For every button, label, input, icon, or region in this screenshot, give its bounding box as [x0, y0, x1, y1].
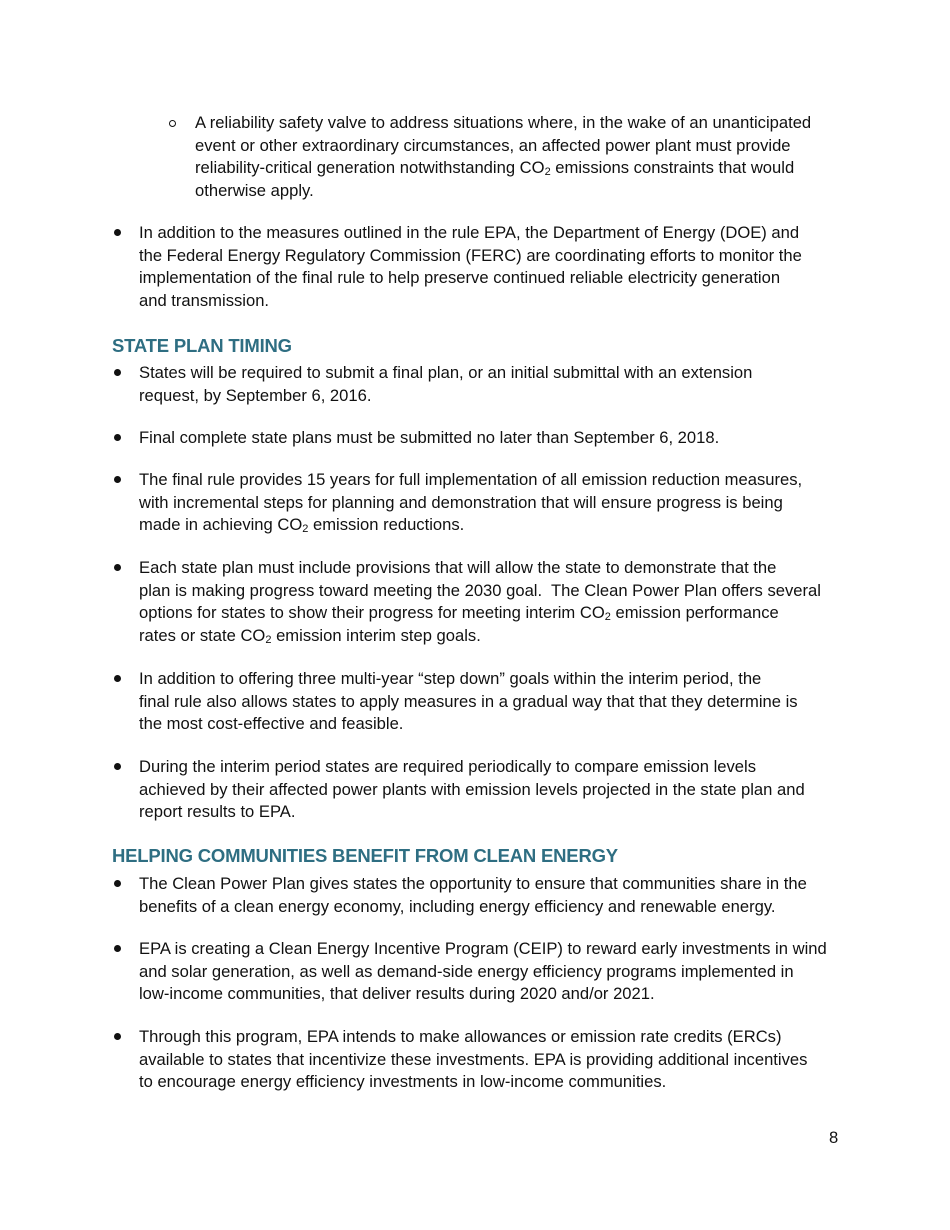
bullet-ceip: [139, 938, 827, 1006]
subscript: 2: [302, 523, 309, 536]
bullet-icon: [114, 675, 121, 682]
bullet-interim-period: [139, 756, 805, 824]
line: benefits of a clean energy economy, including energy efficiency and renewable energy.: [139, 896, 776, 916]
line: achieved by their affected power plants with emission levels projected in the state plan and: [139, 779, 805, 799]
bullet-icon: [114, 763, 121, 770]
text-run: reliability-critical generation notwithstanding CO: [195, 158, 545, 178]
bullet-fifteen-years: [139, 469, 802, 537]
line: The Clean Power Plan gives states the opportunity to ensure that communities share in the: [139, 874, 807, 893]
line: Each state plan must include provisions that will allow the state to demonstrate that the: [139, 558, 777, 577]
line: [139, 514, 802, 537]
line: [195, 157, 811, 180]
line: implementation of the final rule to help preserve continued reliable electricity generation: [139, 268, 781, 288]
text-run: emission interim step goals.: [271, 626, 481, 646]
subscript: 2: [265, 634, 272, 647]
line: available to states that incentivize these investments. EPA is providing additional incentives: [139, 1049, 808, 1069]
line: to encourage energy efficiency investments in low-income communities.: [139, 1072, 667, 1092]
text-run: emissions constraints that would: [550, 158, 795, 178]
line: In addition to the measures outlined in the rule EPA, the Department of Energy (DOE) and: [139, 223, 800, 242]
section-heading-state-plan-timing: STATE PLAN TIMING: [112, 335, 292, 356]
text-run: emission reductions.: [308, 515, 465, 535]
bullet-final-complete-plans: [139, 427, 719, 450]
line: [139, 602, 821, 625]
bullet-icon: [114, 434, 121, 441]
subscript: 2: [544, 166, 551, 179]
subscript: 2: [604, 611, 611, 624]
line: with incremental steps for planning and demonstration that will ensure progress is being: [139, 492, 783, 512]
line: the Federal Energy Regulatory Commission (FERC) are coordinating efforts to monitor the: [139, 245, 802, 265]
line: Through this program, EPA intends to make allowances or emission rate credits (ERCs): [139, 1027, 782, 1046]
bullet-submit-final-plan: [139, 362, 752, 407]
line: In addition to offering three multi-year “step down” goals within the interim period, the: [139, 669, 762, 688]
line: Final complete state plans must be submitted no later than September 6, 2018.: [139, 428, 720, 447]
bullet-icon: [114, 880, 121, 887]
text-run: options for states to show their progress for meeting interim CO: [139, 603, 605, 623]
bullet-icon: [114, 476, 121, 483]
bullet-icon: [114, 229, 121, 236]
bullet-icon: [114, 1033, 121, 1040]
line: The final rule provides 15 years for full implementation of all emission reduction measures,: [139, 470, 803, 489]
text-run: emission performance: [610, 603, 779, 623]
bullet-allowances-ercs: [139, 1026, 807, 1094]
page-number: 8: [829, 1128, 839, 1147]
line: [139, 625, 821, 648]
line: report results to EPA.: [139, 802, 296, 822]
line: A reliability safety valve to address situations where, in the wake of an unanticipated: [195, 113, 812, 132]
text-run: rates or state CO: [139, 626, 266, 646]
text-run: made in achieving CO: [139, 515, 303, 535]
bullet-communities-share: [139, 873, 807, 918]
line: low-income communities, that deliver results during 2020 and/or 2021.: [139, 984, 655, 1004]
line: otherwise apply.: [195, 181, 314, 201]
section-heading-helping-communities: HELPING COMMUNITIES BENEFIT FROM CLEAN ENERGY: [112, 845, 618, 866]
line: request, by September 6, 2016.: [139, 385, 372, 405]
line: EPA is creating a Clean Energy Incentive Program (CEIP) to reward early investments in wind: [139, 939, 827, 958]
line: the most cost-effective and feasible.: [139, 714, 404, 734]
line: final rule also allows states to apply measures in a gradual way that that they determine is: [139, 691, 798, 711]
line: event or other extraordinary circumstances, an affected power plant must provide: [195, 135, 791, 155]
line: plan is making progress toward meeting the 2030 goal. The Clean Power Plan offers several: [139, 580, 821, 600]
line: States will be required to submit a final plan, or an initial submittal with an extension: [139, 363, 753, 382]
line: and solar generation, as well as demand-side energy efficiency programs implemented in: [139, 961, 794, 981]
bullet-state-plan-provisions: [139, 557, 821, 648]
bullet-coordination: [139, 222, 802, 313]
circle-bullet-icon: [169, 120, 176, 127]
bullet-step-down-goals: [139, 668, 798, 736]
line: and transmission.: [139, 291, 270, 311]
bullet-icon: [114, 564, 121, 571]
bullet-icon: [114, 945, 121, 952]
line: During the interim period states are required periodically to compare emission levels: [139, 757, 757, 776]
sub-bullet-reliability-safety-valve: [195, 112, 811, 203]
bullet-icon: [114, 369, 121, 376]
